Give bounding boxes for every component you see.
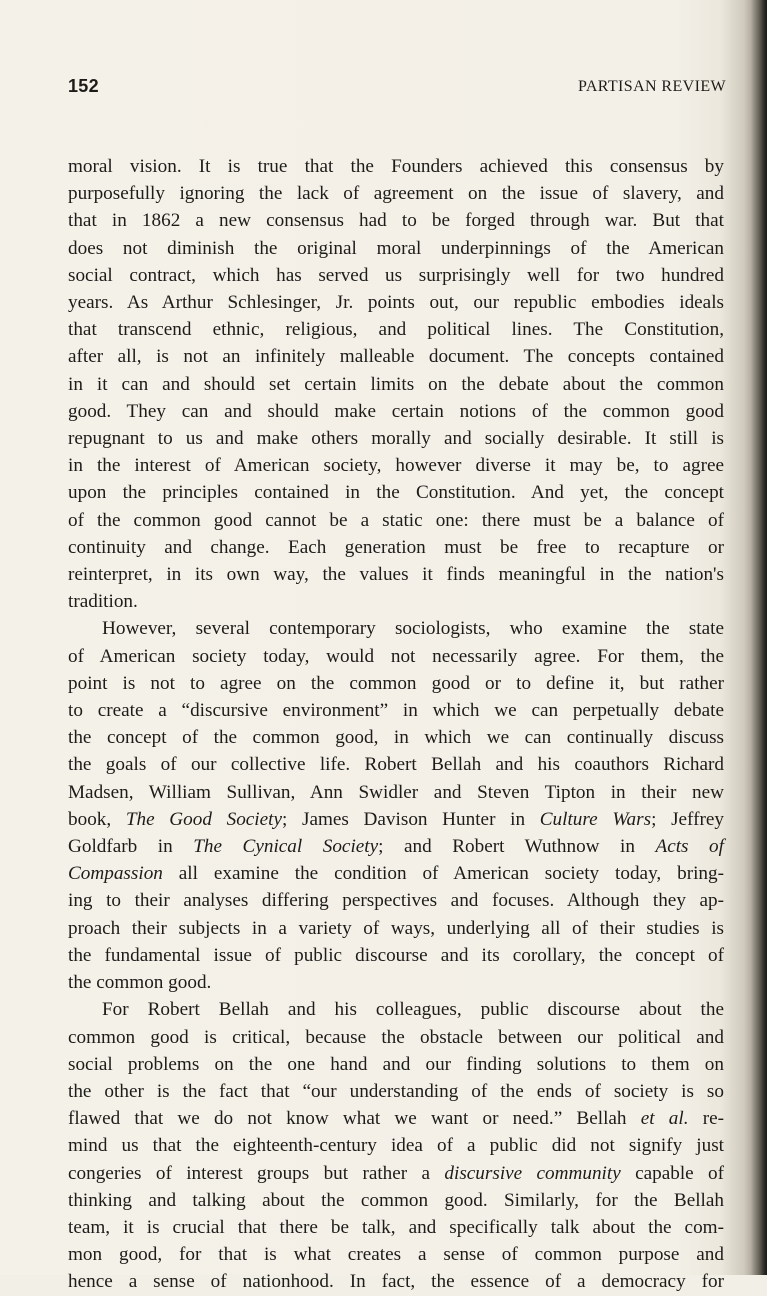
text-line [68,371,724,398]
text-line [68,1268,724,1295]
italic-text: Culture Wars [539,808,652,830]
running-header [68,76,726,100]
journal-title: PARTISAN REVIEW [577,78,726,95]
text-line [68,860,724,887]
text-line [68,507,724,534]
text-line [68,1132,724,1159]
page-number: 152 [68,76,99,96]
text-run: tradition. [68,591,138,613]
text-run: team, it is crucial that there be talk, and specifically talk about the com- [68,1216,724,1238]
text-run: after all, is not an infinitely malleable document. The concepts contained [68,346,724,368]
text-line [68,1187,724,1214]
text-line [68,1241,724,1268]
text-run: of the common good cannot be a static one: there must be a balance of [68,509,724,531]
text-run: in it can and should set certain limits on the debate about the common [68,373,724,395]
text-run: ; James Davison Hunter in [282,808,540,830]
text-run: reinterpret, in its own way, the values it finds meaningful in the nation's [68,564,724,586]
text-line [68,153,724,180]
text-run: does not diminish the original moral underpinnings of the American [68,237,724,259]
text-line [68,697,724,724]
text-line [68,969,724,996]
text-run: upon the principles contained in the Constitution. And yet, the concept [68,482,724,504]
text-run: Goldfarb in [68,836,194,858]
italic-text: The Good Society [125,808,282,830]
text-run: Madsen, William Sullivan, Ann Swidler and Steven Tipton in their new [68,781,724,803]
text-run: the common good. [68,972,212,994]
text-line [68,425,724,452]
text-run: that transcend ethnic, religious, and political lines. The Constitution, [68,319,724,341]
text-run: proach their subjects in a variety of ways, underlying all of their studies is [68,917,724,939]
italic-text: Compassion [68,863,163,885]
text-line [68,262,724,289]
text-run: purposefully ignoring the lack of agreement on the issue of slavery, and [68,183,724,205]
text-run: book, [68,808,126,830]
text-line [68,887,724,914]
text-run: moral vision. It is true that the Founders achieved this consensus by [68,156,724,177]
text-run: capable of [620,1162,724,1184]
text-run: all examine the condition of American society today, bring- [162,863,724,885]
text-line [68,534,724,561]
italic-text: Acts of [655,836,724,858]
text-line [68,235,724,262]
paragraph [68,615,724,996]
text-line [68,1214,724,1241]
text-line [68,588,724,615]
text-run: social problems on the one hand and our finding solutions to them on [68,1053,724,1075]
text-run: flawed that we do not know what we want or need.” Bellah [68,1108,641,1130]
text-run: the concept of the common good, in which we can continually discuss [68,727,724,749]
text-run: mon good, for that is what creates a sense of common purpose and [68,1244,724,1266]
text-line [68,452,724,479]
paragraph [68,996,724,1295]
italic-text: et al. [640,1108,689,1130]
text-run: of American society today, would not necessarily agree. For them, the [68,645,724,667]
text-line [68,942,724,969]
text-run: However, several contemporary sociologists, who examine the state [102,618,724,640]
text-line [68,1078,724,1105]
italic-text: discursive community [444,1162,621,1184]
text-line [68,996,724,1023]
text-line [68,751,724,778]
text-run: continuity and change. Each generation must be free to recapture or [68,536,724,558]
text-run: ing to their analyses differing perspectives and focuses. Although they ap- [68,890,724,912]
book-spine-shadow [751,0,767,1275]
text-run: the fundamental issue of public discourse and its corollary, the concept of [68,944,724,966]
text-line [68,833,724,860]
text-line [68,643,724,670]
text-run: ; and Robert Wuthnow in [378,836,656,858]
text-run: re- [688,1108,724,1130]
text-run: hence a sense of nationhood. In fact, the essence of a democracy for [68,1271,724,1293]
text-run: the other is the fact that “our understanding of the ends of society is so [68,1080,724,1102]
text-run: the goals of our collective life. Robert Bellah and his coauthors Richard [68,754,724,776]
text-line [68,806,724,833]
text-line [68,915,724,942]
text-run: good. They can and should make certain notions of the common good [68,400,724,422]
text-run: common good is critical, because the obstacle between our political and [68,1026,724,1048]
text-line [68,479,724,506]
text-line [68,180,724,207]
text-line [68,207,724,234]
text-run: For Robert Bellah and his colleagues, public discourse about the [102,999,724,1021]
text-line [68,1024,724,1051]
text-run: repugnant to us and make others morally and socially desirable. It still is [68,428,724,450]
text-line [68,561,724,588]
text-line [68,670,724,697]
text-line [68,724,724,751]
text-line [68,398,724,425]
article-body [68,153,724,1296]
text-run: congeries of interest groups but rather a [68,1162,445,1184]
text-run: to create a “discursive environment” in which we can perpetually debate [68,700,724,722]
text-line [68,1160,724,1187]
text-run: point is not to agree on the common good or to define it, but rather [68,672,724,694]
text-line [68,289,724,316]
text-run: thinking and talking about the common good. Similarly, for the Bellah [68,1189,724,1211]
text-run: in the interest of American society, however diverse it may be, to agree [68,455,724,477]
text-line [68,1105,724,1132]
text-run: that in 1862 a new consensus had to be forged through war. But that [68,210,724,232]
text-run: years. As Arthur Schlesinger, Jr. points out, our republic embodies ideals [68,292,724,314]
text-run: mind us that the eighteenth-century idea of a public did not signify just [68,1135,724,1157]
text-run: social contract, which has served us surprisingly well for two hundred [68,264,724,286]
text-line [68,779,724,806]
text-run: ; Jeffrey [651,808,724,830]
text-line [68,343,724,370]
italic-text: The Cynical Society [193,836,379,858]
text-line [68,615,724,642]
text-line [68,1051,724,1078]
paragraph [68,153,724,615]
text-line [68,316,724,343]
